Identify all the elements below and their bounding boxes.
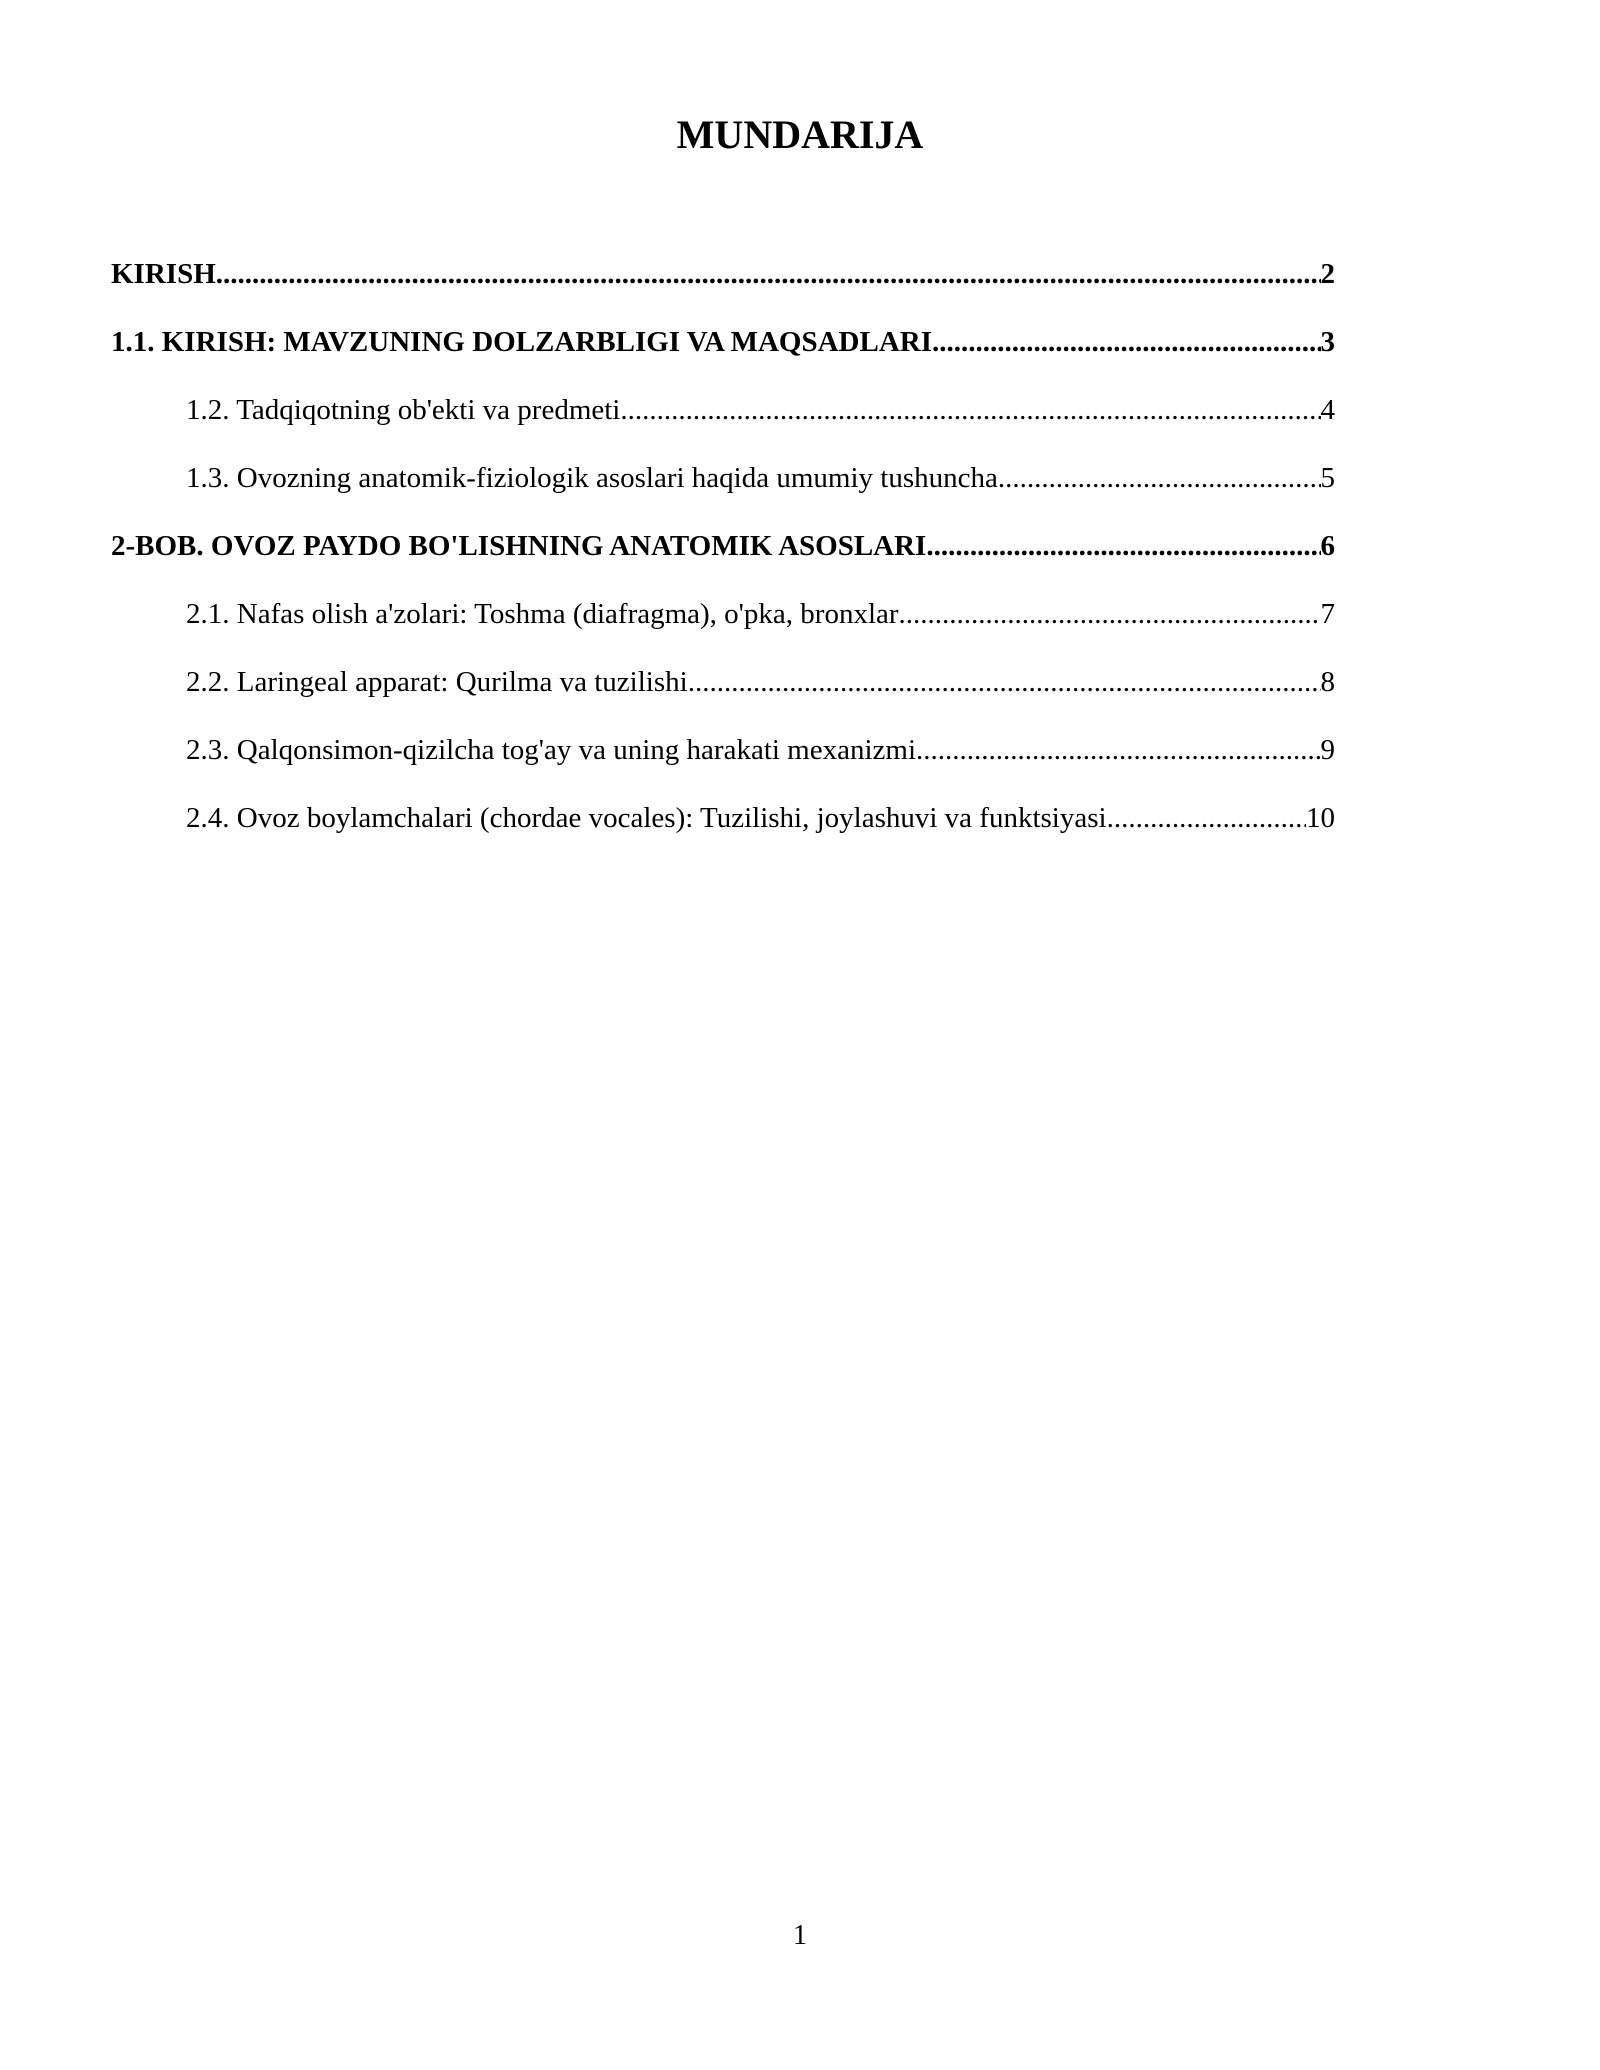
toc-entry-page: 5 xyxy=(1320,462,1335,494)
toc-entry-page: 10 xyxy=(1306,802,1335,834)
toc-dot-leader xyxy=(932,318,1320,366)
toc-entry-page: 7 xyxy=(1320,598,1335,630)
toc-entry-label: 1.2. Tadqiqotning ob'ekti va predmeti xyxy=(186,394,621,426)
toc-entry-page: 4 xyxy=(1320,394,1335,426)
toc-dot-leader xyxy=(216,250,1321,298)
toc-dot-leader xyxy=(899,590,1321,638)
page-title: MUNDARIJA xyxy=(676,112,924,157)
toc-dot-leader xyxy=(1107,794,1306,842)
toc-entry-label: 1.3. Ovozning anatomik-fiziologik asoslari haqida umumiy tushuncha xyxy=(186,462,998,494)
toc-entry-2-1[interactable] xyxy=(111,590,1335,658)
toc-entry-label: 2.4. Ovoz boylamchalari (chordae vocales): Tuzilishi, joylashuvi va funktsiyasi xyxy=(186,802,1107,834)
toc-entry-1-1[interactable] xyxy=(111,318,1335,386)
toc-entry-page: 2 xyxy=(1320,258,1335,290)
toc-dot-leader xyxy=(688,658,1321,706)
toc-entry-1-3[interactable] xyxy=(111,454,1335,522)
toc-entry-page: 8 xyxy=(1320,666,1335,698)
toc-entry-label: 2.3. Qalqonsimon-qizilcha tog'ay va uning harakati mexanizmi xyxy=(186,734,917,766)
toc-entry-label: 2.2. Laringeal apparat: Qurilma va tuzilishi xyxy=(186,666,688,698)
toc-entry-2-4[interactable] xyxy=(111,794,1335,862)
toc-entry-label: KIRISH xyxy=(111,258,216,290)
toc-entry-page: 6 xyxy=(1320,530,1335,562)
toc-entry-kirish[interactable] xyxy=(111,250,1335,318)
table-of-contents xyxy=(111,250,1335,862)
page-number: 1 xyxy=(793,1920,807,1951)
toc-dot-leader xyxy=(926,522,1320,570)
toc-entry-2-2[interactable] xyxy=(111,658,1335,726)
toc-entry-label: 2.1. Nafas olish a'zolari: Toshma (diafragma), o'pka, bronxlar xyxy=(186,598,899,630)
toc-entry-1-2[interactable] xyxy=(111,386,1335,454)
toc-entry-page: 9 xyxy=(1320,734,1335,766)
toc-entry-label: 2-BOB. OVOZ PAYDO BO'LISHNING ANATOMIK ASOSLARI xyxy=(111,530,927,562)
toc-dot-leader xyxy=(620,386,1320,434)
toc-dot-leader xyxy=(998,454,1321,502)
toc-dot-leader xyxy=(916,726,1320,774)
toc-entry-label: 1.1. KIRISH: MAVZUNING DOLZARBLIGI VA MAQSADLARI xyxy=(111,326,933,358)
toc-entry-chapter-2[interactable] xyxy=(111,522,1335,590)
toc-entry-2-3[interactable] xyxy=(111,726,1335,794)
toc-entry-page: 3 xyxy=(1320,326,1335,358)
